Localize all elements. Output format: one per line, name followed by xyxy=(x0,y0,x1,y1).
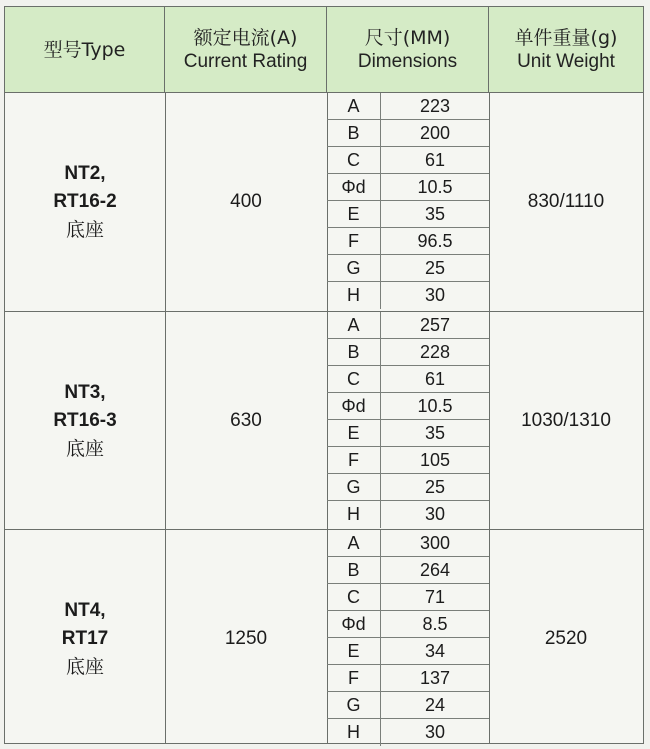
dimension-value: 10.5 xyxy=(417,395,453,416)
model-base-label: 底座 xyxy=(65,219,104,241)
dimension-label: F xyxy=(327,447,381,473)
dimension-row xyxy=(327,665,489,692)
dimensions-cell xyxy=(327,530,489,747)
unit-weight-cell: 830/1110 xyxy=(527,191,605,212)
dimension-row xyxy=(327,692,489,719)
dimension-label: E xyxy=(327,638,381,664)
dimension-value: 30 xyxy=(424,504,446,524)
header-weight-en: Unit Weight xyxy=(517,51,615,72)
model-series: RT16-3 xyxy=(53,409,117,431)
model-name: NT2, xyxy=(64,163,106,184)
dimension-label: Φd xyxy=(327,174,381,200)
dimension-value: 228 xyxy=(419,341,451,362)
dimension-label: C xyxy=(327,366,381,392)
dimension-row xyxy=(327,501,489,528)
dimension-label: H xyxy=(327,719,381,746)
dimension-row xyxy=(327,611,489,638)
model-name: NT4, xyxy=(64,599,106,621)
dimensions-cell xyxy=(327,312,489,529)
spec-table xyxy=(4,6,644,744)
dimension-row xyxy=(327,447,489,474)
model-series: RT16-2 xyxy=(53,191,117,212)
dimension-row xyxy=(327,147,489,174)
dimension-label: A xyxy=(327,530,381,556)
model-cell xyxy=(5,530,165,747)
dimension-label: A xyxy=(327,312,381,338)
dimension-row xyxy=(327,719,489,746)
dimension-row xyxy=(327,339,489,366)
dimension-label: Φd xyxy=(327,393,381,419)
dimension-row xyxy=(327,174,489,201)
table-header xyxy=(5,7,643,93)
dimension-value: 300 xyxy=(419,532,451,553)
dimension-value: 35 xyxy=(424,422,446,443)
header-dims-en: Dimensions xyxy=(357,51,458,72)
dimension-label: C xyxy=(327,147,381,173)
dimension-label: H xyxy=(327,501,381,528)
dimension-value: 10.5 xyxy=(417,176,453,197)
model-base-label: 底座 xyxy=(65,655,104,678)
dimension-label: E xyxy=(327,420,381,446)
dimension-value: 200 xyxy=(419,122,451,143)
dimension-row xyxy=(327,530,489,557)
dimensions-cell xyxy=(327,93,489,311)
dimension-value: 223 xyxy=(419,95,451,116)
dimension-label: Φd xyxy=(327,611,381,637)
dimension-row xyxy=(327,93,489,120)
dimension-row xyxy=(327,312,489,339)
dimension-row xyxy=(327,282,489,309)
model-name: NT3, xyxy=(64,381,106,403)
dimension-value: 61 xyxy=(424,149,446,170)
dimension-row xyxy=(327,584,489,611)
dimension-value: 71 xyxy=(424,586,446,607)
dimension-value: 35 xyxy=(424,203,446,224)
dimension-value: 8.5 xyxy=(422,613,448,634)
dimension-row xyxy=(327,228,489,255)
dimension-value: 96.5 xyxy=(417,230,453,251)
dimension-label: B xyxy=(327,557,381,583)
model-cell xyxy=(5,312,165,529)
dimension-label: B xyxy=(327,120,381,146)
dimension-value: 137 xyxy=(419,667,451,688)
header-current-zh: 额定电流(A) xyxy=(193,27,298,49)
dimension-value: 34 xyxy=(424,640,446,661)
dimension-label: B xyxy=(327,339,381,365)
dimension-label: F xyxy=(327,665,381,691)
dimension-label: E xyxy=(327,201,381,227)
table-row-group xyxy=(5,93,643,311)
dimension-value: 25 xyxy=(424,476,446,497)
dimension-value: 264 xyxy=(419,559,451,580)
table-row-group xyxy=(5,311,643,529)
dimension-value: 24 xyxy=(424,694,446,715)
dimension-label: G xyxy=(327,474,381,500)
model-cell xyxy=(5,93,165,311)
dimension-label: F xyxy=(327,228,381,254)
header-model xyxy=(5,7,165,93)
table-row-group xyxy=(5,529,643,747)
header-dimensions xyxy=(327,7,489,93)
dimension-value: 257 xyxy=(419,314,451,335)
unit-weight-cell: 1030/1310 xyxy=(521,409,611,431)
dimension-value: 25 xyxy=(424,257,446,278)
dimension-value: 30 xyxy=(424,285,446,305)
dimension-label: C xyxy=(327,584,381,610)
dimension-row xyxy=(327,420,489,447)
dimension-value: 30 xyxy=(424,722,446,742)
dimension-row xyxy=(327,557,489,584)
dimension-label: H xyxy=(327,282,381,309)
dimension-row xyxy=(327,474,489,501)
dimension-value: 61 xyxy=(424,368,446,389)
header-dims-zh: 尺寸(MM) xyxy=(364,27,451,49)
header-weight xyxy=(489,7,643,93)
model-series: RT17 xyxy=(61,627,109,649)
dimension-row xyxy=(327,255,489,282)
current-rating-cell: 1250 xyxy=(224,627,268,649)
dimension-label: G xyxy=(327,692,381,718)
dimension-row xyxy=(327,366,489,393)
dimension-row xyxy=(327,393,489,420)
current-rating-cell: 400 xyxy=(230,191,262,212)
dimension-row xyxy=(327,120,489,147)
current-rating-cell: 630 xyxy=(230,409,262,431)
dimension-label: G xyxy=(327,255,381,281)
dimension-row xyxy=(327,201,489,228)
model-base-label: 底座 xyxy=(65,437,104,460)
header-current xyxy=(165,7,327,93)
dimension-label: A xyxy=(327,93,381,119)
dimension-value: 105 xyxy=(419,449,451,470)
header-weight-zh: 单件重量(g) xyxy=(514,27,618,49)
unit-weight-cell: 2520 xyxy=(544,627,588,649)
dimension-row xyxy=(327,638,489,665)
header-model-label: 型号Type xyxy=(43,39,126,61)
header-current-en: Current Rating xyxy=(183,51,308,72)
